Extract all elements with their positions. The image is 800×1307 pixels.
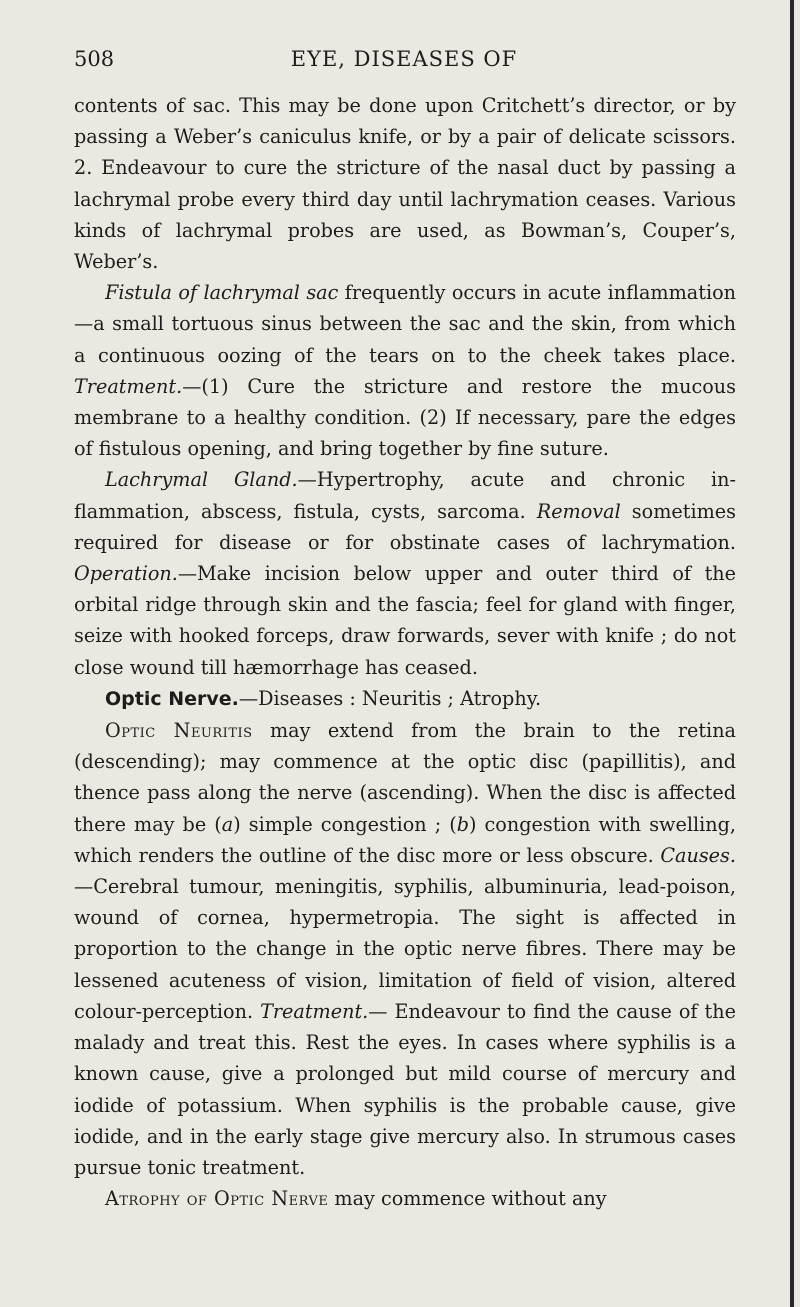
neuritis-text-2: ) simple congestion ; ( <box>233 812 457 836</box>
page-body <box>74 90 736 1214</box>
item-a-label: a <box>221 812 234 836</box>
paragraph-atrophy <box>74 1183 736 1214</box>
lachrymal-gland-term: Lachrymal Gland. <box>105 468 298 492</box>
atrophy-text: may commence without any <box>328 1187 607 1211</box>
fistula-text: frequently occurs in acute inflammation—a small tortuous sinus between the sac and the skin, from which a continuous oozing of the tears on to the cheek takes place. <box>74 281 736 367</box>
optic-nerve-heading: Optic Nerve. <box>105 687 239 710</box>
neuritis-text-1: may extend from the brain to the retina (descending); may commence at the optic disc (papillitis), and thence pass along the nerve (ascending). When the disc is affected there may be ( <box>74 719 736 836</box>
lachrymal-gland-text: —Hypertrophy, acute and chronic inflammation, abscess, fistula, cysts, sarcoma. <box>74 468 737 523</box>
fistula-treatment-label: Treatment. <box>74 374 183 398</box>
neuritis-text-3: ) congestion with swelling, which renders the outline of the disc more or less obscure. <box>74 812 736 867</box>
running-head: EYE, DISEASES OF <box>290 47 518 71</box>
paragraph-optic-neuritis <box>74 715 736 1183</box>
neuritis-text-4: —Cerebral tumour, meningitis, syphilis, albuminuria, lead-poison, wound of cornea, hypermetropia. The sight is affected in proportion to the change in the optic nerve fibres. There may be lessened acuteness of vision, limitation of field of vision, altered colour-perception. <box>74 875 736 1023</box>
paragraph-optic-nerve <box>74 683 736 715</box>
atrophy-term: Atrophy of Optic Nerve <box>105 1187 329 1211</box>
paragraph-sac-treatment: contents of sac. This may be done upon Critchett’s director, or by passing a Weber’s caniculus knife, or by a pair of delicate scissors. 2. Endeavour to cure the stricture of the nasal duct by passing a lachrymal probe every third day until lachrymation ceases. Various kinds of lachrymal probes are used, as Bowman’s, Couper’s, Weber’s. <box>74 94 736 274</box>
paragraph-lachrymal-gland <box>74 464 736 682</box>
causes-label: Causes. <box>660 843 736 867</box>
neuritis-treatment-label: Treatment. <box>260 999 369 1023</box>
removal-label: Removal <box>536 499 621 523</box>
fistula-term: Fistula of lachrymal sac <box>105 281 339 305</box>
operation-label: Operation. <box>74 562 178 586</box>
operation-text: —Make incision below upper and outer third of the orbital ridge through skin and the fascia; feel for gland with finger, seize with hooked forceps, draw forwards, sever with knife ; do not close wound till hæmorrhage has ceased. <box>74 562 736 679</box>
page-edge-shadow <box>790 0 794 1307</box>
optic-nerve-text: —Diseases : Neuritis ; Atrophy. <box>238 686 542 710</box>
page-number: 508 <box>74 47 115 71</box>
removal-text: sometimes required for disease or for obstinate cases of lachrymation. <box>74 499 736 554</box>
paragraph-fistula <box>74 277 736 464</box>
item-b-label: b <box>456 812 470 836</box>
page-header <box>74 44 734 74</box>
neuritis-text-5: — Endeavour to find the cause of the malady and treat this. Rest the eyes. In cases where syphilis is a known cause, give a prolonged but mild course of mercury and iodide of potassium. When syphilis is the probable cause, give iodide, and in the early stage give mercury also. In strumous cases pursue tonic treatment. <box>74 999 736 1179</box>
fistula-treatment-text: —(1) Cure the stricture and restore the mucous membrane to a healthy condition. (2) If necessary, pare the edges of fistulous opening, and bring together by fine suture. <box>74 374 736 461</box>
optic-neuritis-term: Optic Neuritis <box>105 719 253 743</box>
